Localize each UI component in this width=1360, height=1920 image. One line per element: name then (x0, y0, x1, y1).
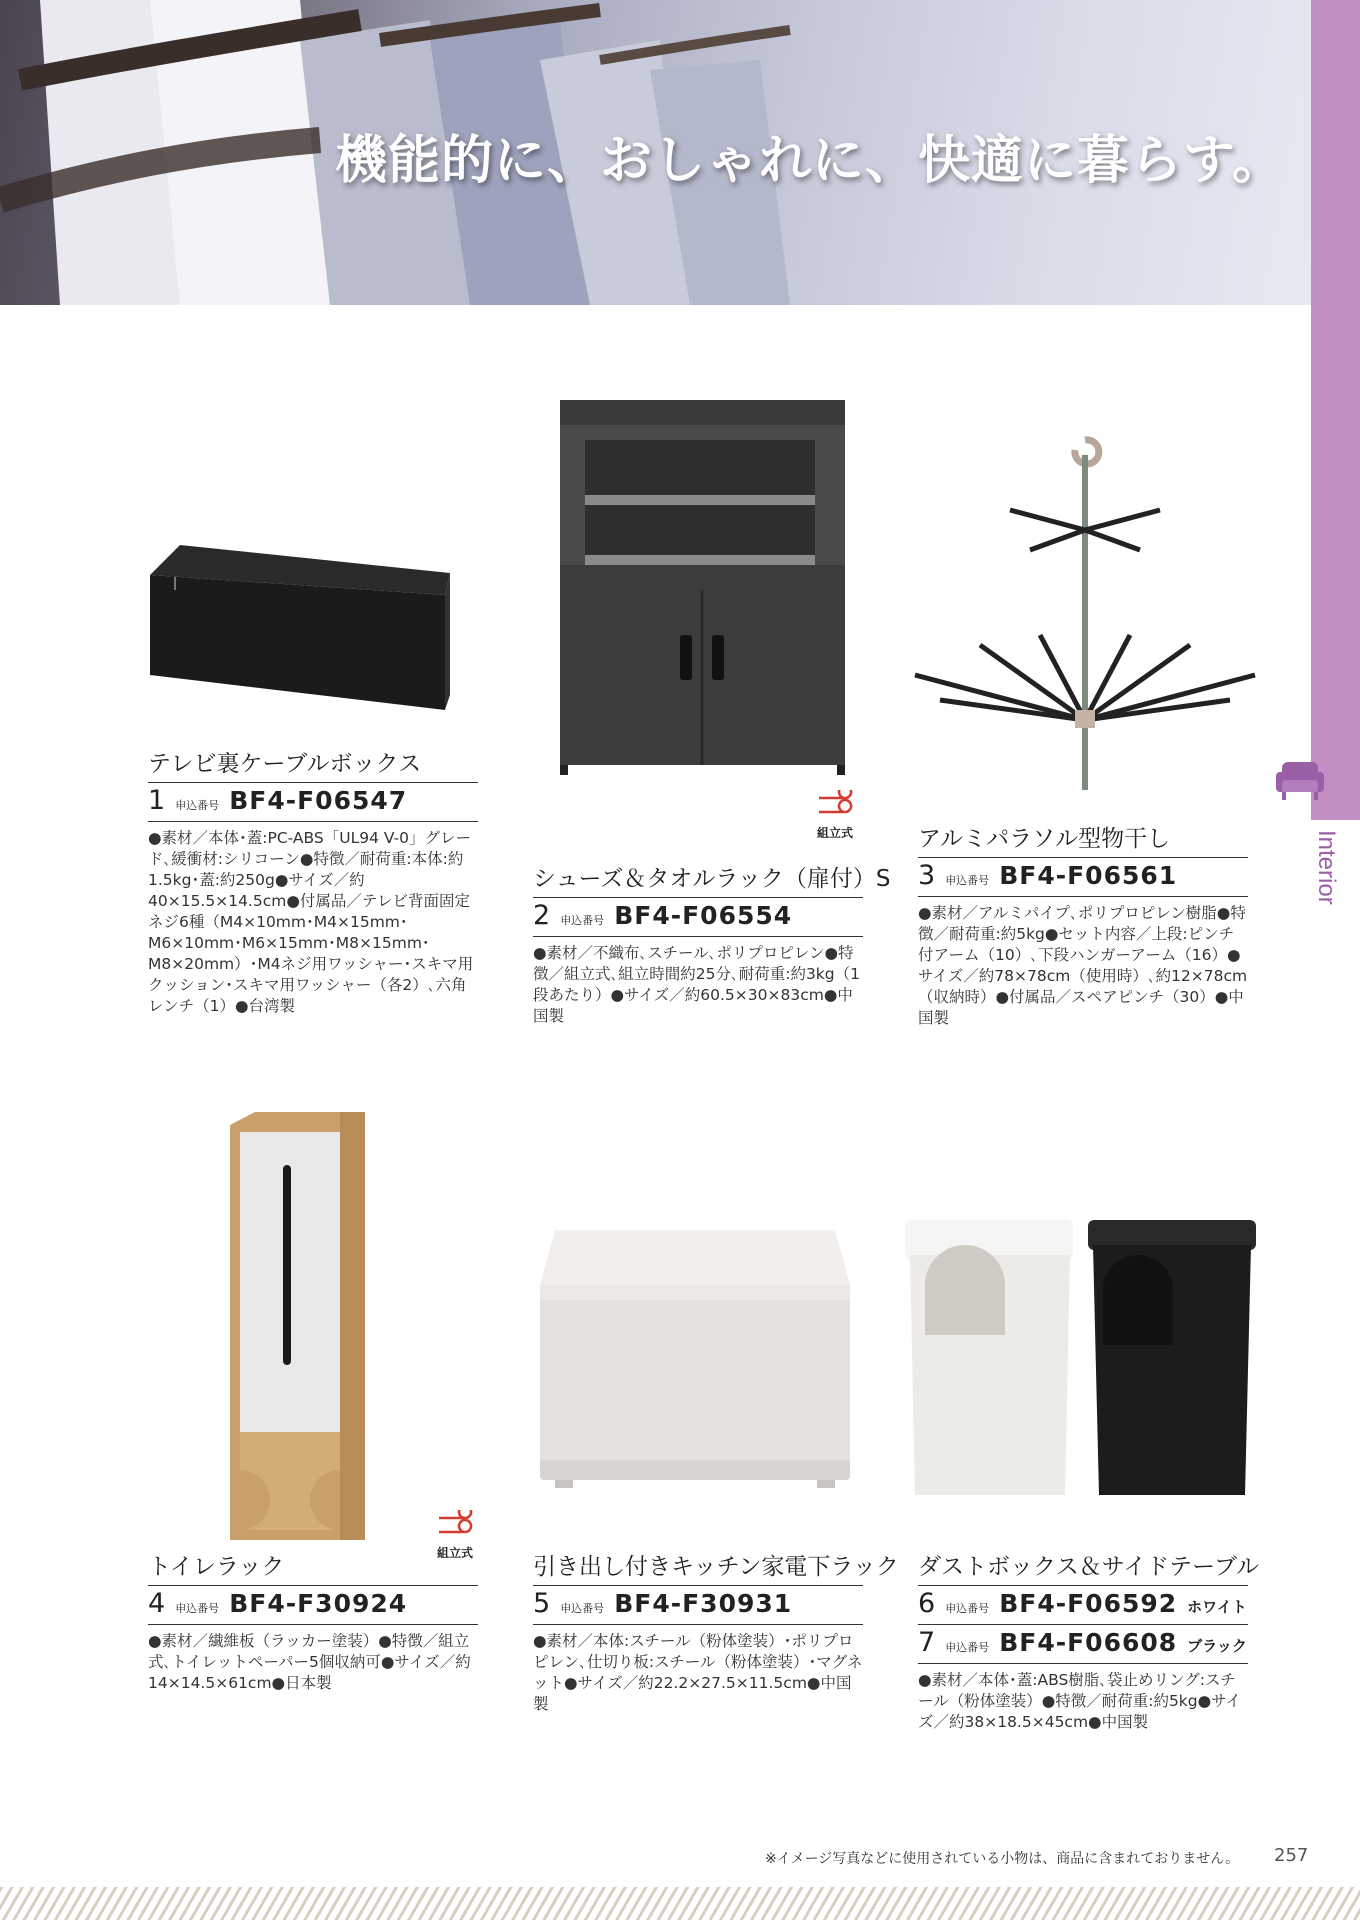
product-description: ●素材／繊維板（ラッカー塗装）●特徴／組立式､トイレットペーパー5個収納可●サイズ／約14×14.5×61cm●日本製 (148, 1632, 471, 1692)
wrench-icon (435, 1510, 475, 1540)
product-code-row (918, 1588, 1248, 1625)
product-number: 5 (533, 1588, 551, 1619)
hero-banner (0, 0, 1311, 305)
product-number: 2 (533, 900, 551, 931)
product-number: 4 (148, 1588, 166, 1619)
product-code-row (918, 1627, 1248, 1664)
product-code: BF4-F06608 (999, 1628, 1178, 1657)
decorative-stripes (0, 1887, 1360, 1920)
category-label: Interior (1313, 830, 1340, 905)
product-name: テレビ裏ケーブルボックス (148, 745, 478, 783)
order-number-label: 申込番号 (175, 799, 220, 812)
product-code-row (533, 900, 863, 937)
product-name: シューズ＆タオルラック（扉付）S (533, 860, 863, 898)
product-number: 3 (918, 860, 936, 891)
product-description: ●素材／不織布､スチール､ポリプロピレン●特徴／組立式､組立時間約25分､耐荷重:約3kg（1段あたり）●サイズ／約60.5×30×83cm●中国製 (533, 944, 860, 1025)
product-name: ダストボックス＆サイドテーブル (918, 1548, 1248, 1586)
product-color: ブラック (1187, 1637, 1247, 1655)
product-number: 7 (918, 1627, 936, 1658)
product-card (533, 1548, 899, 1715)
product-code-row (918, 860, 1248, 897)
order-number-label: 申込番号 (175, 1602, 220, 1615)
product-code: BF4-F06592 (999, 1589, 1178, 1618)
dust-box-white-image (900, 1215, 1075, 1500)
product-code: BF4-F06547 (229, 786, 408, 815)
product-color: ホワイト (1187, 1598, 1247, 1616)
product-description: ●素材／本体･蓋:PC-ABS「UL94 V-0」グレード､緩衝材:シリコーン●特徴／耐荷重:本体:約1.5kg･蓋:約250g●サイズ／約40×15.5×14.5cm●付属品／テレビ背面固定ネジ6種（M4×10mm･M4×15mm･M6×10mm･M6×15mm･M8×15mm･M8×20mm）･M4ネジ用ワッシャー･スキマ用クッション･スキマ用ワッシャー（各2）､六角レンチ（1）●台湾製 (148, 829, 474, 1015)
order-number-label: 申込番号 (560, 1602, 605, 1615)
product-number: 6 (918, 1588, 936, 1619)
order-number-label: 申込番号 (945, 1602, 990, 1615)
product-code: BF4-F06554 (614, 901, 793, 930)
wrench-icon (815, 790, 855, 820)
product-name: トイレラック (148, 1548, 478, 1586)
product-code: BF4-F30931 (614, 1589, 793, 1618)
product-description: ●素材／アルミパイプ､ポリプロピレン樹脂●特徴／耐荷重:約5kg●セット内容／上段:ピンチ付アーム（10）､下段ハンガーアーム（16）●サイズ／約78×78cm（使用時）､約12×78cm（収納時）●付属品／スペアピンチ（30）●中国製 (918, 904, 1248, 1027)
order-number-label: 申込番号 (945, 874, 990, 887)
category-band (1311, 0, 1360, 820)
product-description: ●素材／本体･蓋:ABS樹脂､袋止めリング:スチール（粉体塗装）●特徴／耐荷重:約5kg●サイズ／約38×18.5×45cm●中国製 (918, 1671, 1242, 1731)
order-number-label: 申込番号 (560, 914, 605, 927)
product-card (533, 860, 891, 1027)
product-number: 1 (148, 785, 166, 816)
product-description: ●素材／本体:スチール（粉体塗装）･ポリプロピレン､仕切り板:スチール（粉体塗装）･マグネット●サイズ／約22.2×27.5×11.5cm●中国製 (533, 1632, 863, 1713)
product-code: BF4-F06561 (999, 861, 1178, 890)
cable-box-image (145, 535, 455, 715)
page-number: 257 (1274, 1845, 1309, 1866)
order-number-label: 申込番号 (945, 1641, 990, 1654)
product-name: 引き出し付きキッチン家電下ラック (533, 1548, 863, 1586)
assembly-badge (805, 790, 865, 841)
product-card (918, 1548, 1260, 1733)
product-card (148, 1548, 478, 1694)
dust-box-black-image (1083, 1215, 1258, 1500)
product-card (918, 820, 1248, 1029)
product-card (148, 745, 478, 1017)
product-code-row (533, 1588, 863, 1625)
product-code: BF4-F30924 (229, 1589, 408, 1618)
sofa-icon (1272, 750, 1332, 814)
product-code-row (148, 1588, 478, 1625)
footnote: ※イメージ写真などに使用されている小物は、商品に含まれておりません。 (765, 1851, 1240, 1867)
parasol-hanger-image (900, 420, 1270, 795)
assembly-label: 組立式 (436, 1546, 473, 1560)
shoe-rack-image (555, 395, 850, 775)
toilet-rack-image (225, 1110, 365, 1550)
kitchen-drawer-image (535, 1225, 855, 1490)
product-code-row (148, 785, 478, 822)
assembly-label: 組立式 (816, 826, 853, 840)
hero-title: 機能的に、おしゃれに、快適に暮らす。 (335, 131, 1285, 191)
product-name: アルミパラソル型物干し (918, 820, 1248, 858)
